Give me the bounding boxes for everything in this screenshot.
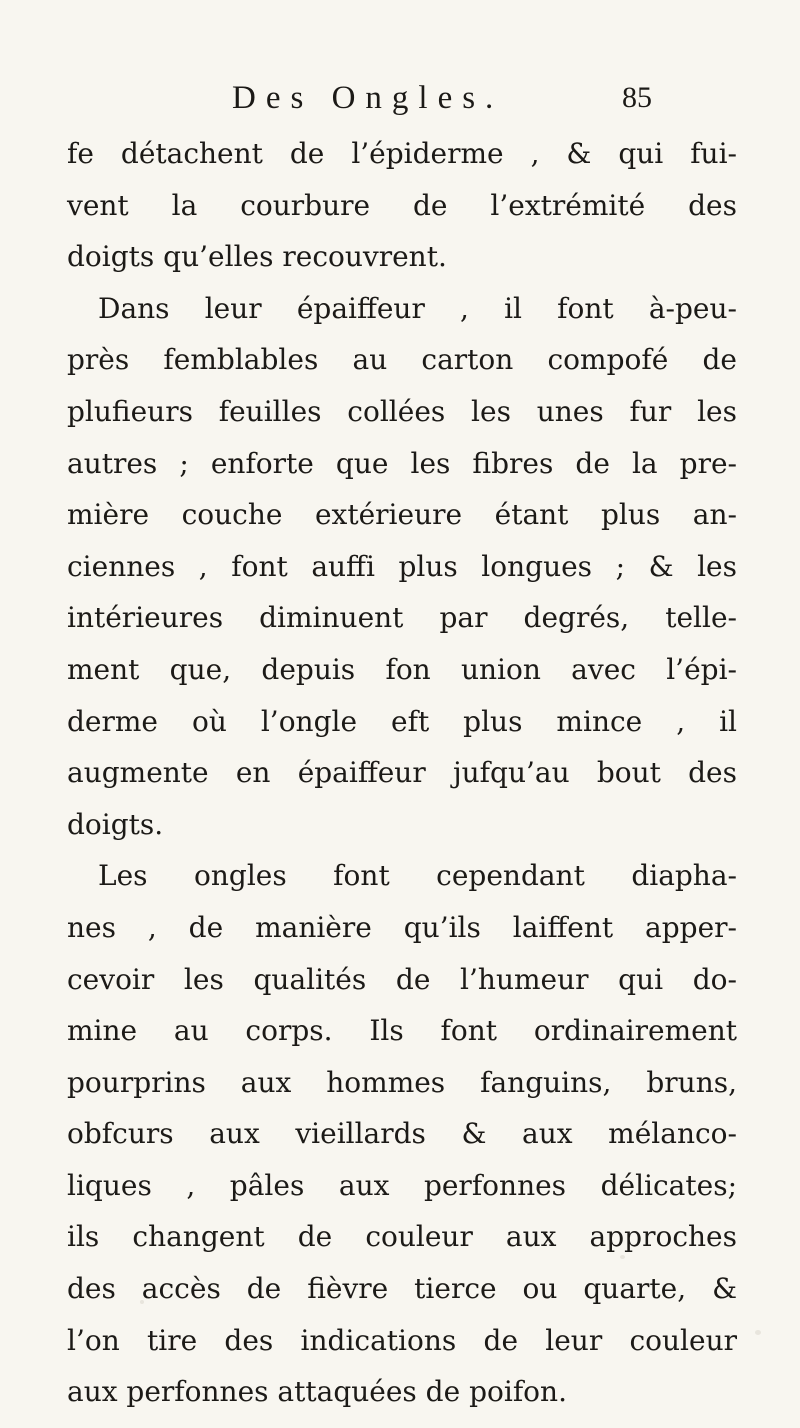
text-line: augmente en épaiffeur jufqu’au bout des xyxy=(67,756,737,790)
running-head xyxy=(232,78,652,118)
running-title: Des Ongles. xyxy=(232,80,504,116)
text-line: obfcurs aux vieillards & aux mélanco- xyxy=(67,1117,737,1151)
paper-speck xyxy=(140,1300,144,1304)
text-line: fe détachent de l’épiderme , & qui fui- xyxy=(67,137,737,170)
text-line: près femblables au carton compofé de xyxy=(67,343,737,377)
text-line: ils changent de couleur aux approches xyxy=(67,1220,737,1254)
page-number: 85 xyxy=(622,81,652,114)
text-line: autres ; enforte que les fibres de la pre- xyxy=(67,446,737,480)
paragraph-start-line: Les ongles font cependant diapha- xyxy=(98,859,737,893)
body-text xyxy=(67,128,737,1418)
text-line: vent la courbure de l’extrémité des xyxy=(67,188,737,222)
text-line: mière couche extérieure étant plus an- xyxy=(67,498,737,532)
text-line: derme où l’ongle eft plus mince , il xyxy=(67,704,737,738)
text-line: liques , pâles aux perfonnes délicates; xyxy=(67,1168,737,1202)
text-line: intérieures diminuent par degrés, telle- xyxy=(67,601,737,635)
text-line: cevoir les qualités de l’humeur qui do- xyxy=(67,962,737,996)
text-line: nes , de manière qu’ils laiffent apper- xyxy=(67,910,737,944)
text-line: doigts. xyxy=(67,807,164,841)
text-line: des accès de fièvre tierce ou quarte, & xyxy=(67,1272,737,1306)
paragraph-start-line: Dans leur épaiffeur , il font à-peu- xyxy=(98,291,737,325)
text-line: ment que, depuis fon union avec l’épi- xyxy=(67,652,737,686)
text-line: doigts qu’elles recouvrent. xyxy=(67,240,447,274)
text-line: l’on tire des indications de leur couleur xyxy=(67,1323,737,1357)
text-line: plufieurs feuilles collées les unes fur les xyxy=(67,394,737,428)
text-line: ciennes , font auffi plus longues ; & les xyxy=(67,549,737,583)
text-line: mine au corps. Ils font ordinairement xyxy=(67,1014,737,1048)
paper-speck xyxy=(755,1330,761,1335)
paper-speck xyxy=(620,1255,625,1259)
text-line: pourprins aux hommes fanguins, bruns, xyxy=(67,1065,737,1099)
text-line: aux perfonnes attaquées de poifon. xyxy=(67,1375,567,1409)
